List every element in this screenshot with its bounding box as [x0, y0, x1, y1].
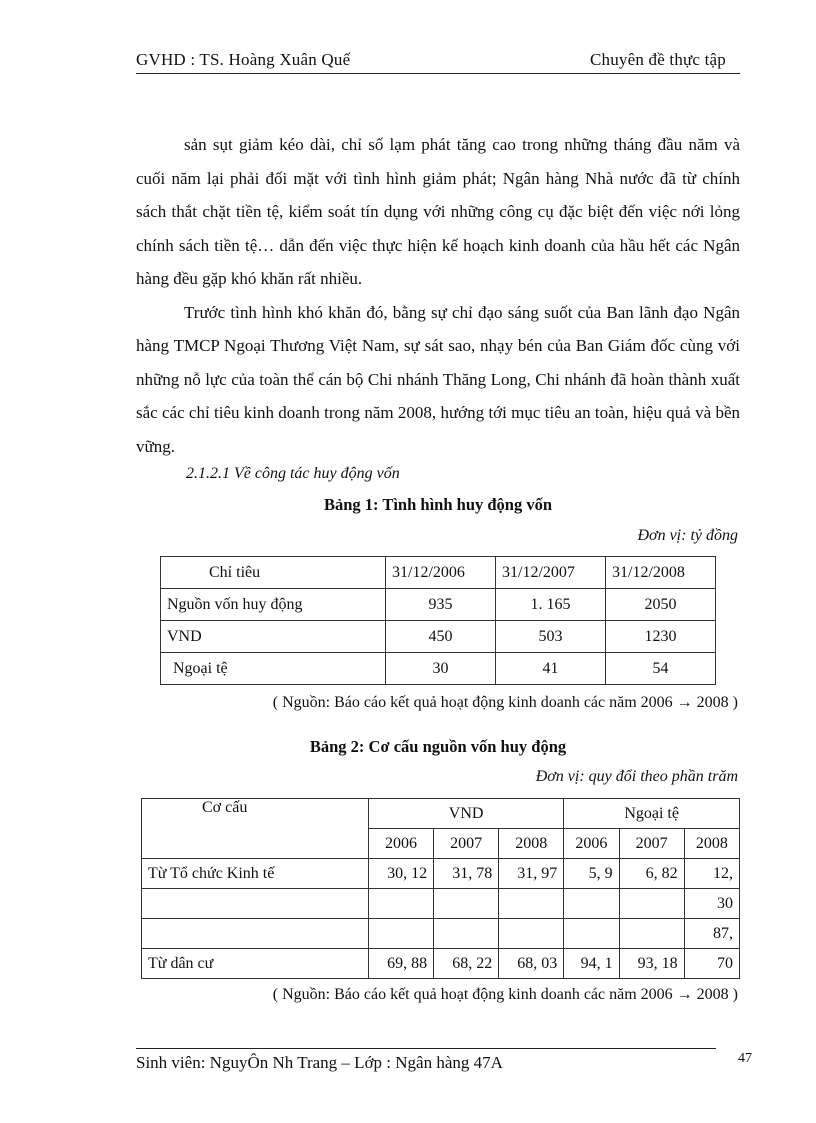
- table-header-cell: 31/12/2007: [496, 557, 606, 589]
- table-cell: 503: [496, 621, 606, 653]
- paragraph-2: Trước tình hình khó khăn đó, bằng sự chỉ đạo sáng suốt của Ban lãnh đạo Ngân hàng TMCP Ngoại Thương Việt Nam, sự sát sao, nhạy bén của Ban Giám đốc cùng với những nỗ lực của toàn thể cán bộ Chi nhánh Thăng Long, Chi nhánh đã hoàn thành xuất sắc các chỉ tiêu kinh doanh trong năm 2008, hướng tới mục tiêu an toàn, hiệu quả và bền vững.: [136, 302, 740, 456]
- header-report-type: Chuyên đề thực tập: [589, 50, 726, 69]
- table-header-cell: Chỉ tiêu: [161, 557, 386, 589]
- table-row: [161, 621, 716, 653]
- table-header-cell: 31/12/2008: [606, 557, 716, 589]
- paragraph-1: sản sụt giảm kéo dài, chỉ số lạm phát tăng cao trong những tháng đầu năm và cuối năm lại phải đối mặt với tình hình giảm phát; Ngân hàng Nhà nước đã từ chính sách thắt chặt tiền tệ, kiểm soát tín dụng với những công cụ đặc biệt đến việc nới lỏng chính sách tiền tệ… dẫn đến việc thực hiện kế hoạch kinh doanh của hầu hết các Ngân hàng đều gặp khó khăn rất nhiều.: [136, 135, 740, 288]
- table2-unit: Đơn vị: quy đổi theo phần trăm: [535, 768, 738, 785]
- table-header-cell: 31/12/2006: [386, 557, 496, 589]
- table-cell: 1230: [606, 621, 716, 653]
- body-text: [136, 128, 740, 463]
- table-cell: 70: [684, 949, 739, 979]
- table-row: [161, 557, 716, 589]
- page-number: 47: [738, 1051, 752, 1066]
- table-header-cell: Ngoại tệ: [564, 799, 740, 829]
- table-row: [142, 919, 740, 949]
- header-supervisor: GVHD : TS. Hoàng Xuân Quế: [136, 50, 351, 69]
- table-header-cell: VND: [369, 799, 564, 829]
- page-header: [136, 50, 740, 74]
- table-cell: 2050: [606, 589, 716, 621]
- table-cell: 41: [496, 653, 606, 685]
- table-cell: 69, 88: [369, 949, 434, 979]
- table-cell: [434, 889, 499, 919]
- table-cell: 68, 22: [434, 949, 499, 979]
- table-cell: 5, 9: [564, 859, 619, 889]
- table-cell: 87,: [684, 919, 739, 949]
- table1: [160, 556, 716, 685]
- table-header-cell: 2006: [564, 829, 619, 859]
- table-cell: 6, 82: [619, 859, 684, 889]
- table-cell: [619, 889, 684, 919]
- table-cell: [142, 919, 369, 949]
- table-cell: Ngoại tệ: [161, 653, 386, 685]
- table2-title: Bảng 2: Cơ cấu nguồn vốn huy động: [309, 737, 567, 756]
- table-row: [142, 859, 740, 889]
- table-cell: 450: [386, 621, 496, 653]
- table-cell: [564, 889, 619, 919]
- header-divider: [136, 73, 740, 74]
- page-footer: Sinh viên: NguyÔn Nh Trang – Lớp : Ngân hàng 47A: [136, 1053, 503, 1072]
- table-cell: 30: [386, 653, 496, 685]
- table-header-cell: 2007: [619, 829, 684, 859]
- table-row: [142, 949, 740, 979]
- table-row: [161, 589, 716, 621]
- table-cell: [369, 919, 434, 949]
- table-cell: 31, 97: [499, 859, 564, 889]
- table2: [141, 798, 740, 979]
- table-cell: [369, 889, 434, 919]
- table-cell: 12,: [684, 859, 739, 889]
- table1-title: Bảng 1: Tình hình huy động vốn: [323, 495, 553, 514]
- table-cell: 935: [386, 589, 496, 621]
- table-row: [161, 653, 716, 685]
- table-row: [142, 799, 740, 829]
- table2-source: ( Nguồn: Báo cáo kết quả hoạt động kinh doanh các năm 2006 → 2008 ): [272, 986, 738, 1003]
- table-cell: 30: [684, 889, 739, 919]
- table-cell: [499, 919, 564, 949]
- table-cell: [434, 919, 499, 949]
- table-cell: [564, 919, 619, 949]
- table-cell: VND: [161, 621, 386, 653]
- table-cell: [499, 889, 564, 919]
- table-cell: 93, 18: [619, 949, 684, 979]
- table-cell: 30, 12: [369, 859, 434, 889]
- table-cell: 31, 78: [434, 859, 499, 889]
- table-header-cell: 2007: [434, 829, 499, 859]
- table-row: [142, 889, 740, 919]
- table-cell: [142, 889, 369, 919]
- table-cell: Nguồn vốn huy động: [161, 589, 386, 621]
- table-header-cell: 2008: [499, 829, 564, 859]
- table-cell: Từ Tổ chức Kinh tế: [142, 859, 369, 889]
- table-header-cell: 2008: [684, 829, 739, 859]
- table-cell: [619, 919, 684, 949]
- table-cell: 94, 1: [564, 949, 619, 979]
- table-cell: 68, 03: [499, 949, 564, 979]
- footer-divider: [136, 1048, 716, 1049]
- table-cell: Từ dân cư: [142, 949, 369, 979]
- table-cell: 1. 165: [496, 589, 606, 621]
- section-heading: 2.1.2.1 Về công tác huy động vốn: [186, 465, 400, 482]
- table-header-cell: 2006: [369, 829, 434, 859]
- table1-source: ( Nguồn: Báo cáo kết quả hoạt động kinh doanh các năm 2006 → 2008 ): [272, 694, 738, 711]
- table-cell: 54: [606, 653, 716, 685]
- table1-unit: Đơn vị: tỷ đồng: [637, 527, 738, 544]
- table-header-cell: Cơ cấu: [142, 799, 369, 859]
